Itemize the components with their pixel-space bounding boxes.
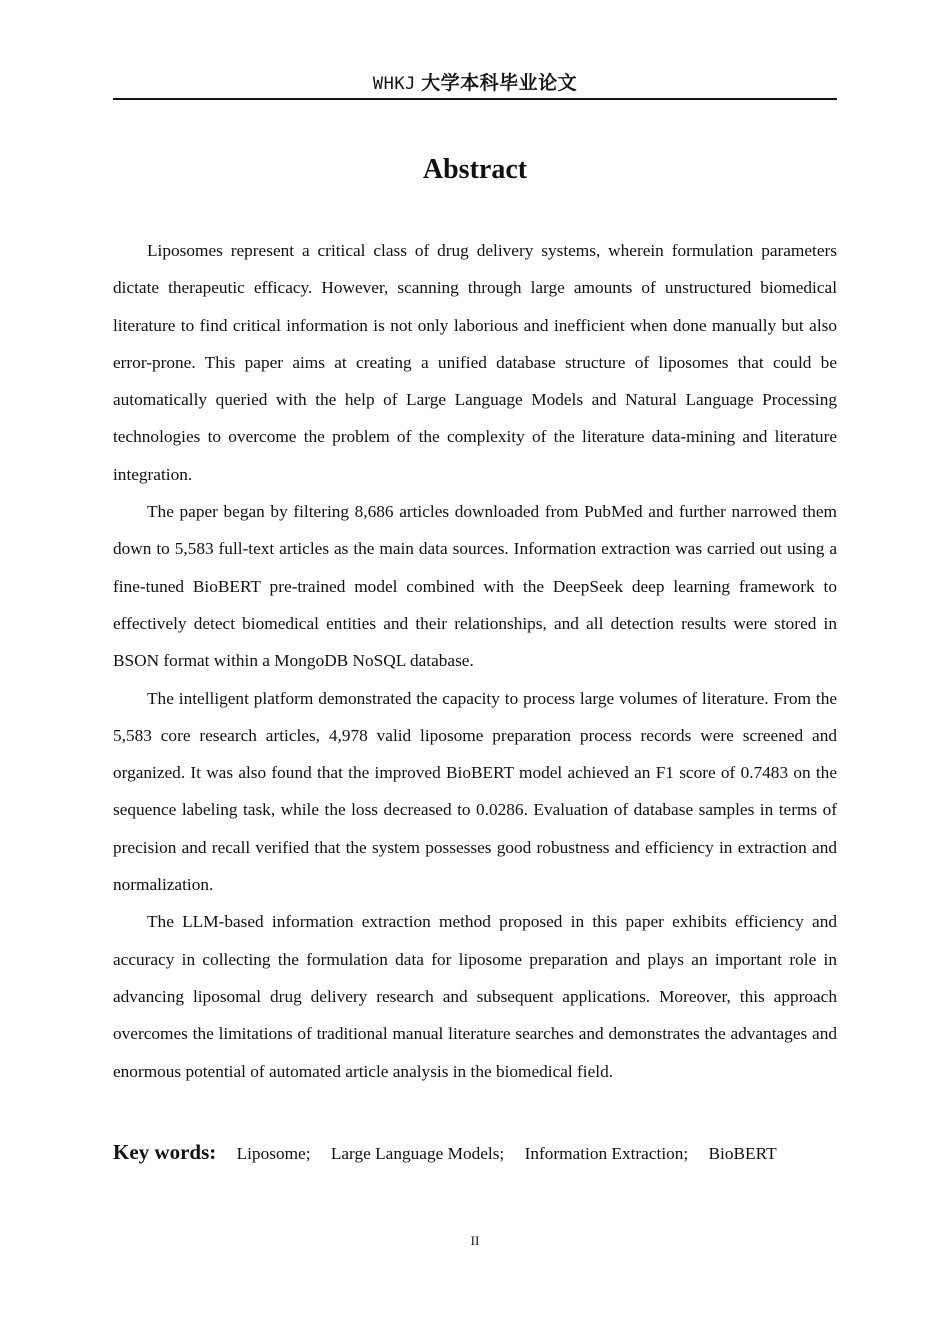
keyword-item: BioBERT <box>708 1144 777 1163</box>
page-number: II <box>470 1233 480 1248</box>
keyword-item: Information Extraction; <box>524 1144 689 1163</box>
keyword-item: Large Language Models; <box>330 1144 505 1163</box>
header-rule <box>113 98 837 100</box>
running-header <box>113 68 837 98</box>
keywords-line <box>113 1136 873 1170</box>
abstract-body <box>113 232 837 1090</box>
header-institution-code: WHKJ <box>372 74 416 94</box>
keyword-item: Liposome; <box>236 1144 311 1163</box>
abstract-paragraph: The paper began by filtering 8,686 articles downloaded from PubMed and further narrowed them down to 5,583 full-text articles as the main data sources. Information extraction was carried out using a fine-tuned BioBERT pre-trained model combined with the DeepSeek deep learning framework to effectively detect biomedical entities and their relationships, and all detection results were stored in BSON format within a MongoDB NoSQL database. <box>113 502 837 671</box>
abstract-paragraph: The intelligent platform demonstrated the capacity to process large volumes of literature. From the 5,583 core research articles, 4,978 valid liposome preparation process records were screened and organized. It was also found that the improved BioBERT model achieved an F1 score of 0.7483 on the sequence labeling task, while the loss decreased to 0.0286. Evaluation of database samples in terms of precision and recall verified that the system possesses good robustness and efficiency in extraction and normalization. <box>113 688 837 895</box>
page-title: Abstract <box>422 154 528 185</box>
keywords-label: Key words: <box>113 1140 217 1164</box>
abstract-paragraph: The LLM-based information extraction method proposed in this paper exhibits efficiency and accuracy in collecting the formulation data for liposome preparation and plays an important role in advancing liposomal drug delivery research and subsequent applications. Moreover, this approach overcomes the limitations of traditional manual literature searches and demonstrates the advantages and enormous potential of automated article analysis in the biomedical field. <box>113 912 837 1081</box>
header-thesis-label: 大学本科毕业论文 <box>421 72 578 94</box>
abstract-paragraph: Liposomes represent a critical class of drug delivery systems, wherein formulation parameters dictate therapeutic efficacy. However, scanning through large amounts of unstructured biomedical literature to find critical information is not only laborious and inefficient when done manually but also error-prone. This paper aims at creating a unified database structure of liposomes that could be automatically queried with the help of Large Language Models and Natural Language Processing technologies to overcome the problem of the complexity of the literature data-mining and literature integration. <box>113 241 837 484</box>
